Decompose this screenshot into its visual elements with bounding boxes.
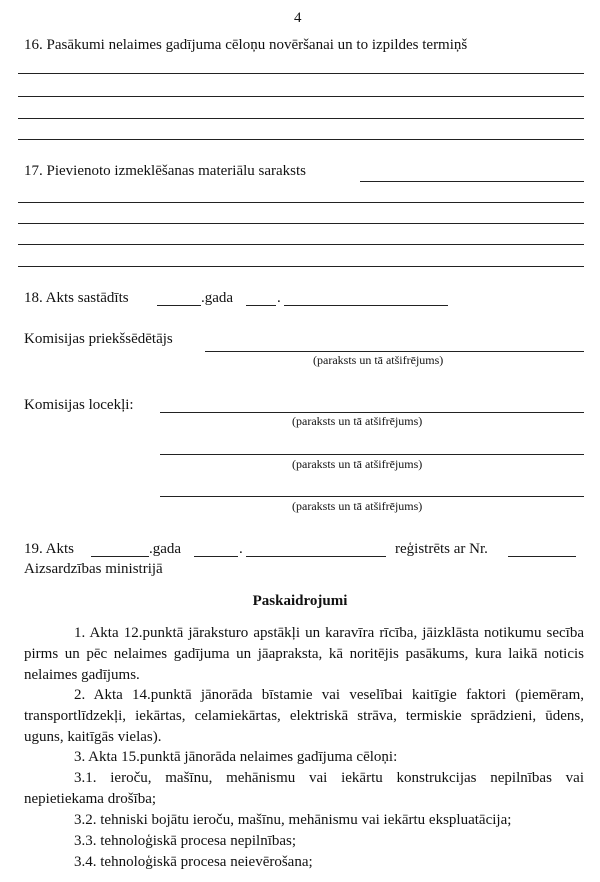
section-16-line-2[interactable] [18, 96, 584, 97]
section-17-label: 17. Pievienoto izmeklēšanas materiālu saraksts [24, 163, 307, 179]
explanation-3: 3. Akta 15.punktā jānorāda nelaimes gadījuma cēloņi: [74, 749, 398, 765]
section-17-inline-line[interactable] [360, 181, 584, 182]
section-18-gada: .gada [201, 290, 234, 306]
explanation-1: 1. Akta 12.punktā jāraksturo apstākļi un karavīra rīcība, jāizklāsta notikumu secība pirms un pēc nelaimes gadījuma un jāapraksta, kā noritējis pasākums, kura laikā noticis nelaimes gadījums. [24, 625, 584, 683]
section-17-line-1[interactable] [18, 202, 584, 203]
section-18-month-blank[interactable] [284, 305, 448, 306]
section-16-line-4[interactable] [18, 139, 584, 140]
chair-label: Komisijas priekšsēdētājs [24, 331, 173, 347]
chair-signature-line[interactable] [205, 351, 584, 352]
member-caption-2: (paraksts un tā atšifrējums) [292, 457, 423, 471]
explanation-3-1: 3.1. ieroču, mašīnu, mehānismu vai iekārtu konstrukcijas nepilnības vai nepietiekama drošība; [24, 770, 584, 807]
members-label: Komisijas locekļi: [24, 397, 134, 413]
explanations-title: Paskaidrojumi [252, 593, 348, 609]
member-caption-1: (paraksts un tā atšifrējums) [292, 414, 423, 428]
section-19-day-blank[interactable] [194, 556, 238, 557]
explanation-3-2: 3.2. tehniski bojātu ieroču, mašīnu, mehānismu vai iekārtu ekspluatācija; [74, 812, 512, 828]
section-16-line-3[interactable] [18, 118, 584, 119]
chair-caption: (paraksts un tā atšifrējums) [313, 353, 444, 367]
section-19-month-blank[interactable] [246, 556, 386, 557]
member-signature-line-2[interactable] [160, 454, 584, 455]
section-19-gada: .gada [149, 541, 182, 557]
section-19-number-blank[interactable] [508, 556, 576, 557]
member-signature-line-3[interactable] [160, 496, 584, 497]
section-17-line-4[interactable] [18, 266, 584, 267]
section-19-registered: reģistrēts ar Nr. [395, 541, 488, 557]
section-16-label: 16. Pasākumi nelaimes gadījuma cēloņu novēršanai un to izpildes termiņš [24, 37, 468, 53]
section-17-line-2[interactable] [18, 223, 584, 224]
section-18-prefix: 18. Akts sastādīts [24, 290, 129, 306]
member-caption-3: (paraksts un tā atšifrējums) [292, 499, 423, 513]
section-18-day-blank[interactable] [246, 305, 276, 306]
explanation-2: 2. Akta 14.punktā jānorāda bīstamie vai veselībai kaitīgie faktori (piemēram, transportlīdzekļi, iekārtas, celamiekārtas, elektriskā strāva, termiskie sprādzieni, ūdens, uguns, kaitīgās vielas). [24, 687, 584, 745]
section-17-line-3[interactable] [18, 244, 584, 245]
section-19-year-blank[interactable] [91, 556, 149, 557]
section-19-ministry: Aizsardzības ministrijā [24, 561, 163, 577]
section-19-dot: . [239, 541, 243, 557]
section-18-dot: . [277, 290, 281, 306]
page-number: 4 [294, 10, 302, 26]
explanation-3-4: 3.4. tehnoloģiskā procesa neievērošana; [74, 854, 313, 870]
member-signature-line-1[interactable] [160, 412, 584, 413]
section-16-line-1[interactable] [18, 73, 584, 74]
section-18-year-blank[interactable] [157, 305, 201, 306]
section-19-prefix: 19. Akts [24, 541, 75, 557]
explanation-3-3: 3.3. tehnoloģiskā procesa nepilnības; [74, 833, 297, 849]
